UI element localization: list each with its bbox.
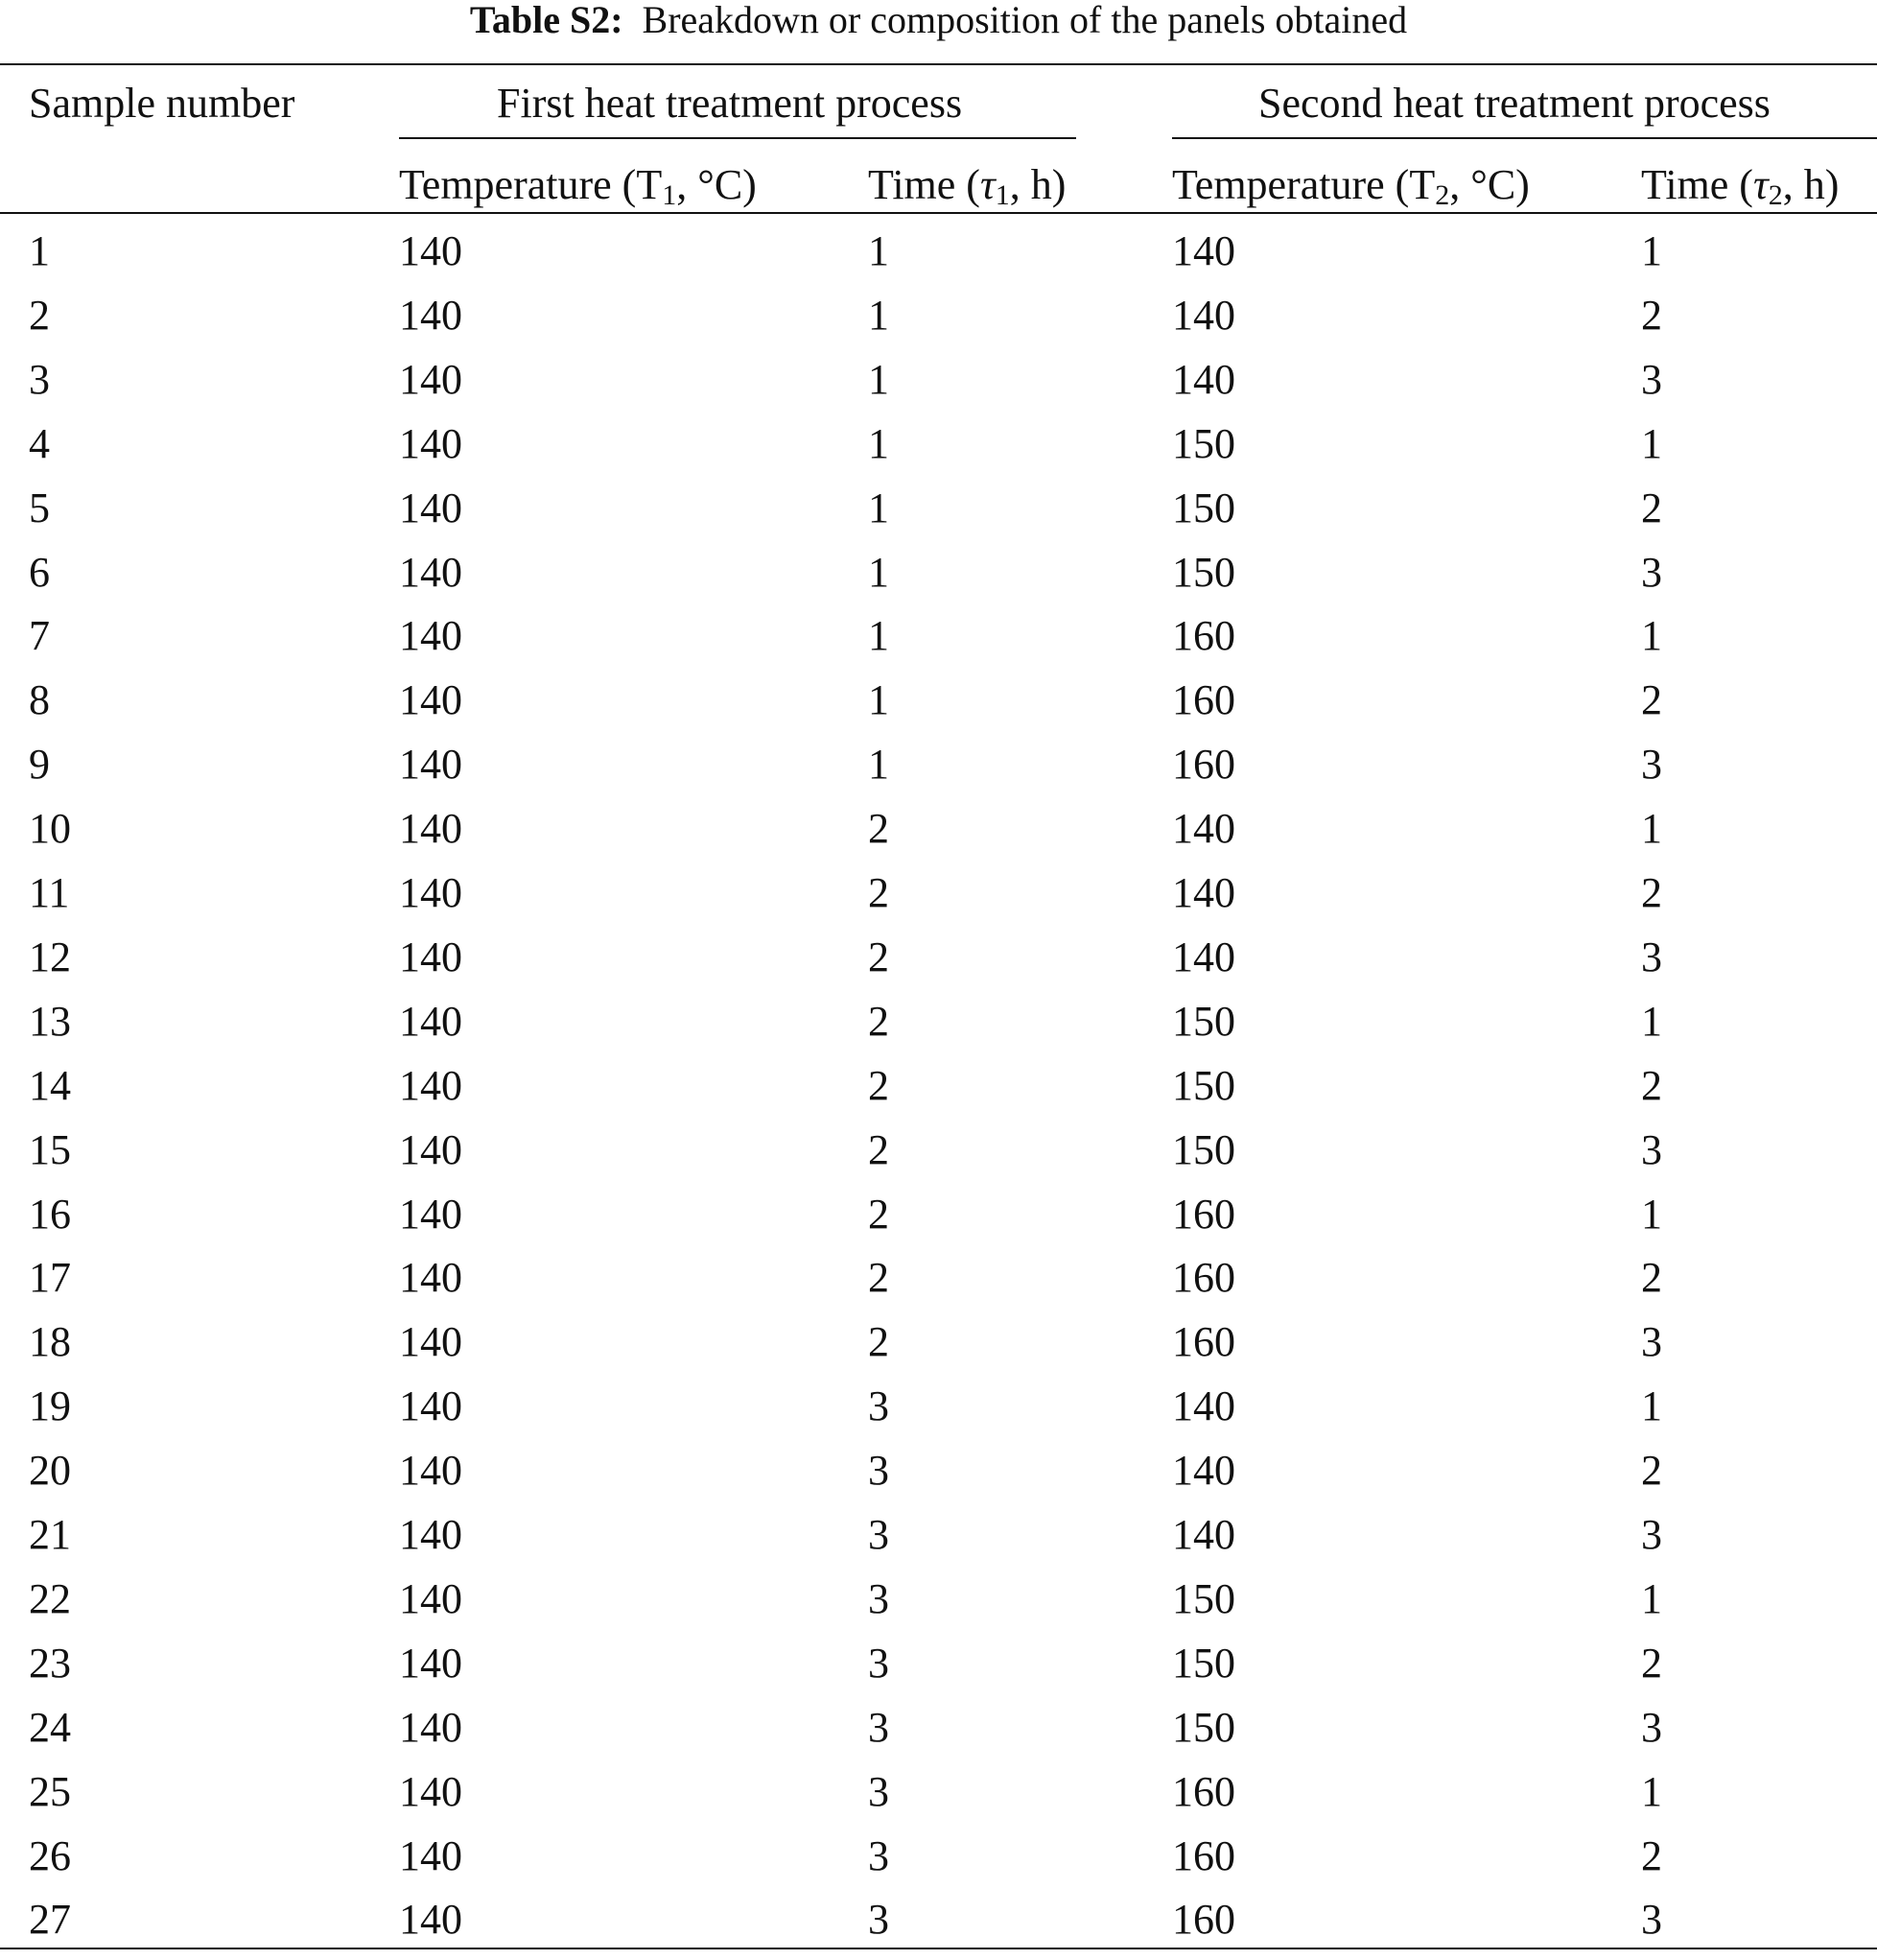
cell-time-tau1: 3	[868, 1447, 889, 1495]
cell-sample-number: 20	[29, 1447, 71, 1495]
cell-time-tau2: 2	[1641, 1831, 1662, 1879]
cell-temperature-t1: 140	[399, 1190, 462, 1238]
cell-sample-number: 22	[29, 1574, 71, 1622]
cell-temperature-t1: 140	[399, 997, 462, 1045]
table-row	[0, 1832, 1877, 1897]
cell-sample-number: 25	[29, 1767, 71, 1815]
cell-sample-number: 14	[29, 1061, 71, 1109]
cell-time-tau2: 3	[1641, 355, 1662, 403]
cell-temperature-t2: 140	[1172, 805, 1235, 853]
cell-time-tau1: 3	[868, 1896, 889, 1944]
cell-time-tau2: 3	[1641, 548, 1662, 596]
header-time-tau1-sub: 1	[995, 179, 1010, 211]
table-row	[0, 1575, 1877, 1640]
header-group-first: First heat treatment process	[497, 80, 963, 127]
cell-sample-number: 17	[29, 1254, 71, 1302]
cell-sample-number: 2	[29, 291, 50, 339]
cell-temperature-t1: 140	[399, 1574, 462, 1622]
table-row	[0, 676, 1877, 741]
cell-temperature-t1: 140	[399, 1382, 462, 1430]
cell-temperature-t1: 140	[399, 227, 462, 274]
table-row	[0, 933, 1877, 998]
table-row	[0, 227, 1877, 292]
cell-temperature-t2: 150	[1172, 484, 1235, 531]
table-row	[0, 1062, 1877, 1126]
cell-time-tau2: 1	[1641, 997, 1662, 1045]
cell-time-tau1: 2	[868, 805, 889, 853]
cell-time-tau1: 1	[868, 676, 889, 724]
header-time-tau1-prefix: Time (	[868, 161, 980, 208]
cell-time-tau2: 3	[1641, 1703, 1662, 1751]
cell-temperature-t2: 160	[1172, 1831, 1235, 1879]
cell-temperature-t2: 150	[1172, 1125, 1235, 1173]
cell-temperature-t1: 140	[399, 1511, 462, 1558]
cell-time-tau2: 3	[1641, 933, 1662, 980]
cell-time-tau2: 3	[1641, 1511, 1662, 1558]
cell-time-tau2: 1	[1641, 805, 1662, 853]
cell-sample-number: 18	[29, 1318, 71, 1366]
cell-sample-number: 23	[29, 1639, 71, 1687]
cell-time-tau1: 2	[868, 1125, 889, 1173]
cell-time-tau2: 3	[1641, 1896, 1662, 1944]
table-caption	[0, 0, 1877, 40]
cell-time-tau2: 3	[1641, 1318, 1662, 1366]
cell-time-tau1: 1	[868, 291, 889, 339]
cell-temperature-t2: 140	[1172, 291, 1235, 339]
cell-temperature-t1: 140	[399, 869, 462, 916]
cell-time-tau1: 2	[868, 869, 889, 916]
table-row	[0, 1191, 1877, 1255]
cell-sample-number: 10	[29, 805, 71, 853]
cell-time-tau2: 1	[1641, 1382, 1662, 1430]
cell-temperature-t1: 140	[399, 1061, 462, 1109]
cell-time-tau1: 3	[868, 1382, 889, 1430]
cell-time-tau1: 3	[868, 1511, 889, 1558]
table-bottom-rule	[0, 1948, 1877, 1949]
cell-time-tau1: 3	[868, 1767, 889, 1815]
header-temperature-t2-sub: 2	[1435, 179, 1450, 211]
cell-temperature-t1: 140	[399, 484, 462, 531]
cell-temperature-t1: 140	[399, 933, 462, 980]
cell-sample-number: 13	[29, 997, 71, 1045]
cell-time-tau2: 1	[1641, 419, 1662, 467]
cell-sample-number: 19	[29, 1382, 71, 1430]
cell-time-tau2: 2	[1641, 1254, 1662, 1302]
table-row	[0, 1254, 1877, 1318]
cell-temperature-t2: 160	[1172, 1767, 1235, 1815]
table-header-rule	[0, 212, 1877, 214]
cell-temperature-t2: 150	[1172, 1703, 1235, 1751]
cell-time-tau2: 3	[1641, 741, 1662, 789]
cell-temperature-t1: 140	[399, 1703, 462, 1751]
cell-sample-number: 16	[29, 1190, 71, 1238]
cell-time-tau2: 1	[1641, 1767, 1662, 1815]
cell-time-tau1: 1	[868, 355, 889, 403]
header-time-tau1-symbol: τ	[979, 161, 996, 208]
table-row	[0, 1640, 1877, 1704]
cell-temperature-t2: 150	[1172, 1061, 1235, 1109]
table-row	[0, 549, 1877, 613]
cell-sample-number: 15	[29, 1125, 71, 1173]
cell-temperature-t2: 150	[1172, 997, 1235, 1045]
cell-time-tau1: 3	[868, 1831, 889, 1879]
table-row	[0, 741, 1877, 805]
table-row	[0, 612, 1877, 676]
header-time-tau2-sub: 2	[1768, 179, 1783, 211]
cell-time-tau1: 1	[868, 419, 889, 467]
header-temperature-t2-suffix: , °C)	[1449, 161, 1530, 208]
cell-time-tau2: 1	[1641, 227, 1662, 274]
cell-time-tau1: 2	[868, 1254, 889, 1302]
table-caption-text: Breakdown or composition of the panels obtained	[642, 0, 1408, 41]
cell-time-tau1: 2	[868, 1190, 889, 1238]
cell-sample-number: 24	[29, 1703, 71, 1751]
cell-temperature-t1: 140	[399, 741, 462, 789]
table-row	[0, 1896, 1877, 1960]
cell-temperature-t2: 150	[1172, 548, 1235, 596]
header-sample-number: Sample number	[29, 80, 295, 127]
cell-temperature-t2: 160	[1172, 1318, 1235, 1366]
header-temperature-t1-suffix: , °C)	[676, 161, 757, 208]
table-row	[0, 998, 1877, 1062]
table-row	[0, 1382, 1877, 1447]
header-time-tau2-prefix: Time (	[1641, 161, 1753, 208]
header-temperature-t2-prefix: Temperature (T	[1172, 161, 1436, 208]
header-time-tau2	[1641, 161, 1839, 209]
header-temperature-t2	[1172, 161, 1530, 209]
table-row	[0, 356, 1877, 420]
table-row	[0, 484, 1877, 549]
table-top-rule	[0, 63, 1877, 65]
header-temperature-t1-sub: 1	[662, 179, 677, 211]
cell-temperature-t2: 140	[1172, 227, 1235, 274]
table-row	[0, 805, 1877, 869]
table-row	[0, 420, 1877, 484]
cell-temperature-t2: 140	[1172, 869, 1235, 916]
cell-temperature-t1: 140	[399, 1896, 462, 1944]
cell-temperature-t2: 160	[1172, 676, 1235, 724]
cell-temperature-t1: 140	[399, 1831, 462, 1879]
cell-temperature-t1: 140	[399, 612, 462, 660]
cell-time-tau1: 2	[868, 933, 889, 980]
cell-sample-number: 9	[29, 741, 50, 789]
cell-sample-number: 11	[29, 869, 70, 916]
cell-temperature-t2: 140	[1172, 355, 1235, 403]
header-time-tau1	[868, 161, 1066, 209]
cell-temperature-t1: 140	[399, 1447, 462, 1495]
cell-temperature-t2: 150	[1172, 419, 1235, 467]
cell-temperature-t1: 140	[399, 1318, 462, 1366]
cell-time-tau2: 1	[1641, 612, 1662, 660]
group-first-rule	[399, 137, 1076, 139]
cell-temperature-t1: 140	[399, 355, 462, 403]
cell-time-tau1: 1	[868, 484, 889, 531]
cell-temperature-t2: 160	[1172, 741, 1235, 789]
cell-sample-number: 4	[29, 419, 50, 467]
cell-time-tau1: 1	[868, 548, 889, 596]
cell-time-tau2: 3	[1641, 1125, 1662, 1173]
cell-sample-number: 7	[29, 612, 50, 660]
table-row	[0, 1768, 1877, 1832]
cell-time-tau1: 3	[868, 1574, 889, 1622]
cell-time-tau2: 2	[1641, 1061, 1662, 1109]
cell-temperature-t1: 140	[399, 419, 462, 467]
cell-time-tau2: 2	[1641, 291, 1662, 339]
header-temperature-t1	[399, 161, 757, 209]
cell-temperature-t1: 140	[399, 291, 462, 339]
group-second-rule	[1172, 137, 1877, 139]
table-row	[0, 292, 1877, 356]
cell-temperature-t2: 160	[1172, 612, 1235, 660]
cell-sample-number: 1	[29, 227, 50, 274]
header-group-second: Second heat treatment process	[1258, 80, 1771, 127]
header-temperature-t1-prefix: Temperature (T	[399, 161, 663, 208]
cell-time-tau1: 2	[868, 1061, 889, 1109]
cell-temperature-t2: 160	[1172, 1896, 1235, 1944]
cell-temperature-t1: 140	[399, 1767, 462, 1815]
cell-temperature-t1: 140	[399, 1125, 462, 1173]
cell-sample-number: 21	[29, 1511, 71, 1558]
cell-sample-number: 8	[29, 676, 50, 724]
table-row	[0, 869, 1877, 933]
header-time-tau1-suffix: , h)	[1009, 161, 1067, 208]
cell-sample-number: 12	[29, 933, 71, 980]
cell-time-tau1: 3	[868, 1703, 889, 1751]
cell-time-tau2: 2	[1641, 869, 1662, 916]
cell-time-tau2: 1	[1641, 1190, 1662, 1238]
cell-temperature-t2: 150	[1172, 1639, 1235, 1687]
cell-temperature-t1: 140	[399, 1254, 462, 1302]
cell-temperature-t2: 140	[1172, 1511, 1235, 1558]
cell-time-tau1: 2	[868, 997, 889, 1045]
cell-temperature-t2: 140	[1172, 1382, 1235, 1430]
table-caption-label: Table S2:	[469, 0, 623, 41]
cell-sample-number: 6	[29, 548, 50, 596]
cell-time-tau2: 2	[1641, 1447, 1662, 1495]
cell-sample-number: 27	[29, 1896, 71, 1944]
cell-time-tau1: 1	[868, 612, 889, 660]
cell-temperature-t2: 160	[1172, 1190, 1235, 1238]
cell-temperature-t1: 140	[399, 548, 462, 596]
cell-time-tau1: 2	[868, 1318, 889, 1366]
table-row	[0, 1511, 1877, 1575]
header-time-tau2-suffix: , h)	[1782, 161, 1840, 208]
cell-time-tau2: 2	[1641, 1639, 1662, 1687]
cell-time-tau2: 1	[1641, 1574, 1662, 1622]
cell-temperature-t2: 140	[1172, 933, 1235, 980]
cell-temperature-t1: 140	[399, 676, 462, 724]
table-row	[0, 1318, 1877, 1382]
table-row	[0, 1704, 1877, 1768]
cell-sample-number: 5	[29, 484, 50, 531]
cell-sample-number: 3	[29, 355, 50, 403]
table-row	[0, 1447, 1877, 1511]
cell-time-tau1: 1	[868, 741, 889, 789]
cell-temperature-t2: 140	[1172, 1447, 1235, 1495]
cell-time-tau2: 2	[1641, 676, 1662, 724]
cell-temperature-t1: 140	[399, 805, 462, 853]
cell-temperature-t2: 160	[1172, 1254, 1235, 1302]
cell-temperature-t2: 150	[1172, 1574, 1235, 1622]
cell-time-tau1: 1	[868, 227, 889, 274]
table-row	[0, 1126, 1877, 1191]
cell-sample-number: 26	[29, 1831, 71, 1879]
header-time-tau2-symbol: τ	[1752, 161, 1769, 208]
cell-time-tau2: 2	[1641, 484, 1662, 531]
cell-time-tau1: 3	[868, 1639, 889, 1687]
cell-temperature-t1: 140	[399, 1639, 462, 1687]
